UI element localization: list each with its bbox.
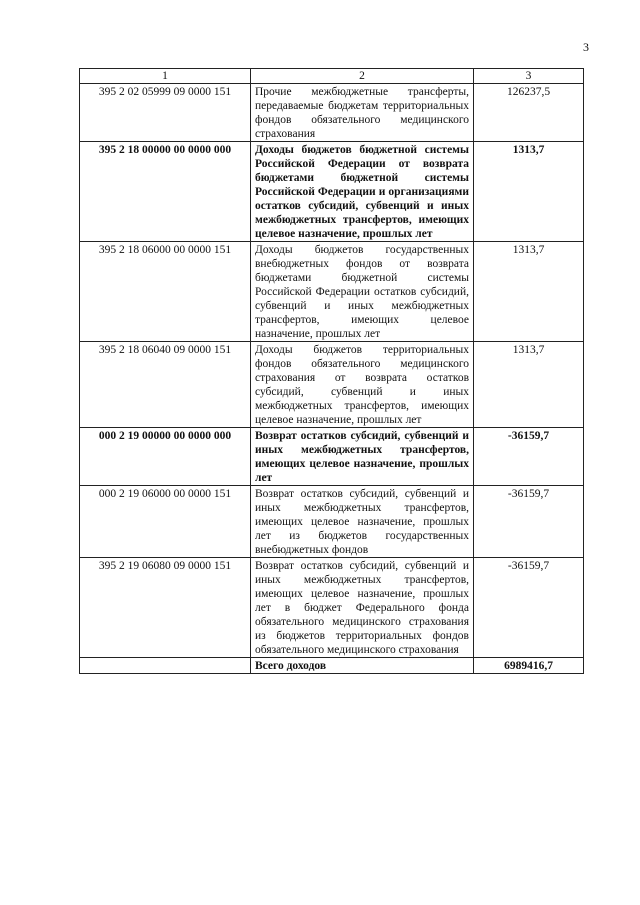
- table-header-row: [80, 69, 584, 84]
- code-cell: 395 2 18 00000 00 0000 000: [80, 142, 251, 242]
- total-label: Всего доходов: [251, 658, 474, 674]
- total-code-cell: [80, 658, 251, 674]
- column-header-amount: 3: [474, 69, 584, 84]
- amount-cell: 126237,5: [474, 84, 584, 142]
- amount-cell: 1313,7: [474, 242, 584, 342]
- table-row: [80, 242, 584, 342]
- code-cell: 395 2 18 06000 00 0000 151: [80, 242, 251, 342]
- column-header-description: 2: [251, 69, 474, 84]
- code-cell: 395 2 18 06040 09 0000 151: [80, 342, 251, 428]
- description-cell: Возврат остатков субсидий, субвенций и иных межбюджетных трансфертов, имеющих целевое назначение, прошлых лет: [251, 428, 474, 486]
- page-number: 3: [583, 40, 589, 54]
- description-cell: Доходы бюджетов государственных внебюджетных фондов от возврата бюджетами бюджетной системы Российской Федерации остатков субсидий, субвенций и иных межбюджетных трансфертов, имеющих целевое назначение, прошлых лет: [251, 242, 474, 342]
- revenue-table: [79, 68, 584, 674]
- code-cell: 000 2 19 06000 00 0000 151: [80, 486, 251, 558]
- table-row: [80, 142, 584, 242]
- description-cell: Возврат остатков субсидий, субвенций и иных межбюджетных трансфертов, имеющих целевое назначение, прошлых лет из бюджетов государственных внебюджетных фондов: [251, 486, 474, 558]
- code-cell: 395 2 19 06080 09 0000 151: [80, 558, 251, 658]
- code-cell: 000 2 19 00000 00 0000 000: [80, 428, 251, 486]
- description-cell: Возврат остатков субсидий, субвенций и иных межбюджетных трансфертов, имеющих целевое назначение, прошлых лет в бюджет Федерального фонда обязательного медицинского страхования из бюджетов территориальных фондов обязательного медицинского страхования: [251, 558, 474, 658]
- table-row: [80, 558, 584, 658]
- amount-cell: -36159,7: [474, 486, 584, 558]
- amount-cell: -36159,7: [474, 428, 584, 486]
- description-cell: Прочие межбюджетные трансферты, передаваемые бюджетам территориальных фондов обязательного медицинского страхования: [251, 84, 474, 142]
- code-cell: 395 2 02 05999 09 0000 151: [80, 84, 251, 142]
- table-row: [80, 342, 584, 428]
- table-row: [80, 84, 584, 142]
- table-row: [80, 486, 584, 558]
- amount-cell: -36159,7: [474, 558, 584, 658]
- description-cell: Доходы бюджетов территориальных фондов обязательного медицинского страхования от возврата остатков субсидий, субвенций и иных межбюджетных трансфертов, имеющих целевое назначение, прошлых лет: [251, 342, 474, 428]
- total-row: [80, 658, 584, 674]
- total-amount: 6989416,7: [474, 658, 584, 674]
- amount-cell: 1313,7: [474, 142, 584, 242]
- column-header-code: 1: [80, 69, 251, 84]
- amount-cell: 1313,7: [474, 342, 584, 428]
- description-cell: Доходы бюджетов бюджетной системы Российской Федерации от возврата бюджетами бюджетной системы Российской Федерации и организациями остатков субсидий, субвенций и иных межбюджетных трансфертов, имеющих целевое назначение, прошлых лет: [251, 142, 474, 242]
- table-row: [80, 428, 584, 486]
